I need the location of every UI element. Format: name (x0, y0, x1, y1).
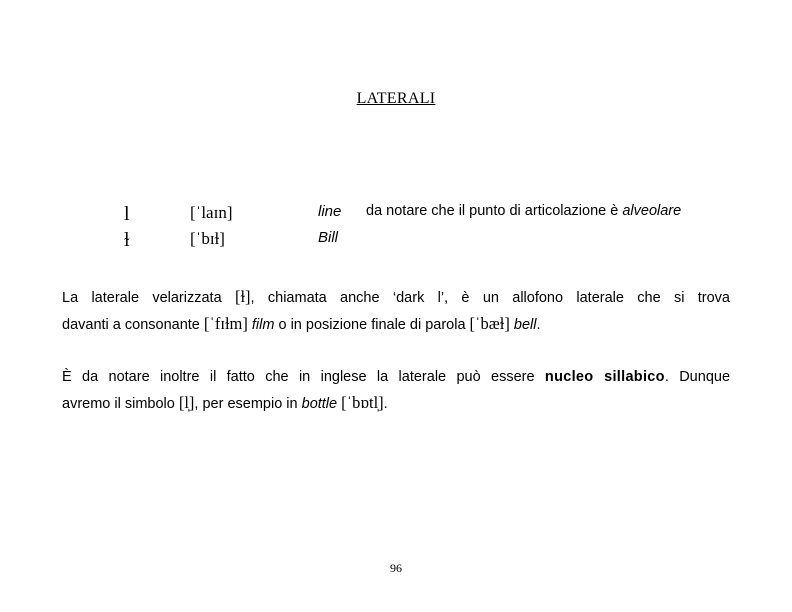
text-run: . Dunque (664, 369, 731, 385)
text-run: o in posizione finale di parola (274, 317, 470, 333)
paragraph-line (62, 364, 730, 390)
phonetic-symbol: ɫ (124, 229, 130, 251)
text-run: , chiamata anche ‘dark l’, è un allofono laterale che si trova (250, 290, 731, 306)
paragraph-line (62, 311, 730, 338)
paragraph-line (62, 390, 730, 417)
ipa-row-clear-l (0, 203, 792, 227)
text-run: . (383, 396, 388, 412)
example-word: bottle (301, 396, 338, 412)
example-word: line (318, 203, 342, 220)
bold-term: nucleo sillabico (544, 369, 665, 385)
row-note-emphasis: alveolare (622, 203, 682, 219)
ipa-inline: [ɫ] (234, 287, 251, 306)
ipa-transcription: [ˈlaɪn] (190, 203, 233, 222)
page-number: 96 (390, 561, 402, 575)
ipa-transcription: [ˈbɪɫ] (190, 229, 225, 248)
ipa-inline: [ˈbɒtl̩] (341, 393, 384, 412)
example-word: Bill (318, 229, 339, 246)
ipa-inline: [ˈfɪɫm] (203, 314, 248, 333)
ipa-row-dark-l (0, 229, 792, 253)
text-run: avremo il simbolo (62, 396, 179, 412)
ipa-inline: [ˈbæɫ] (469, 314, 510, 333)
text-run: La laterale velarizzata (62, 290, 235, 306)
row-note-text: da notare che il punto di articolazione è (366, 203, 623, 219)
paragraph-syllabic-l (62, 364, 730, 417)
text-run: . (536, 317, 541, 333)
row-note (366, 203, 681, 219)
paragraph-dark-l (62, 284, 730, 338)
ipa-inline: [l̩] (178, 393, 195, 412)
example-word: bell (513, 317, 537, 333)
text-run: È da notare inoltre il fatto che in inglese la laterale può essere (62, 369, 545, 385)
example-word: film (251, 317, 275, 333)
phonetic-symbol: l (124, 203, 130, 225)
page-title: LATERALI (356, 90, 436, 107)
text-run: , per esempio in (194, 396, 302, 412)
paragraph-line (62, 284, 730, 311)
text-run: davanti a consonante (62, 317, 204, 333)
